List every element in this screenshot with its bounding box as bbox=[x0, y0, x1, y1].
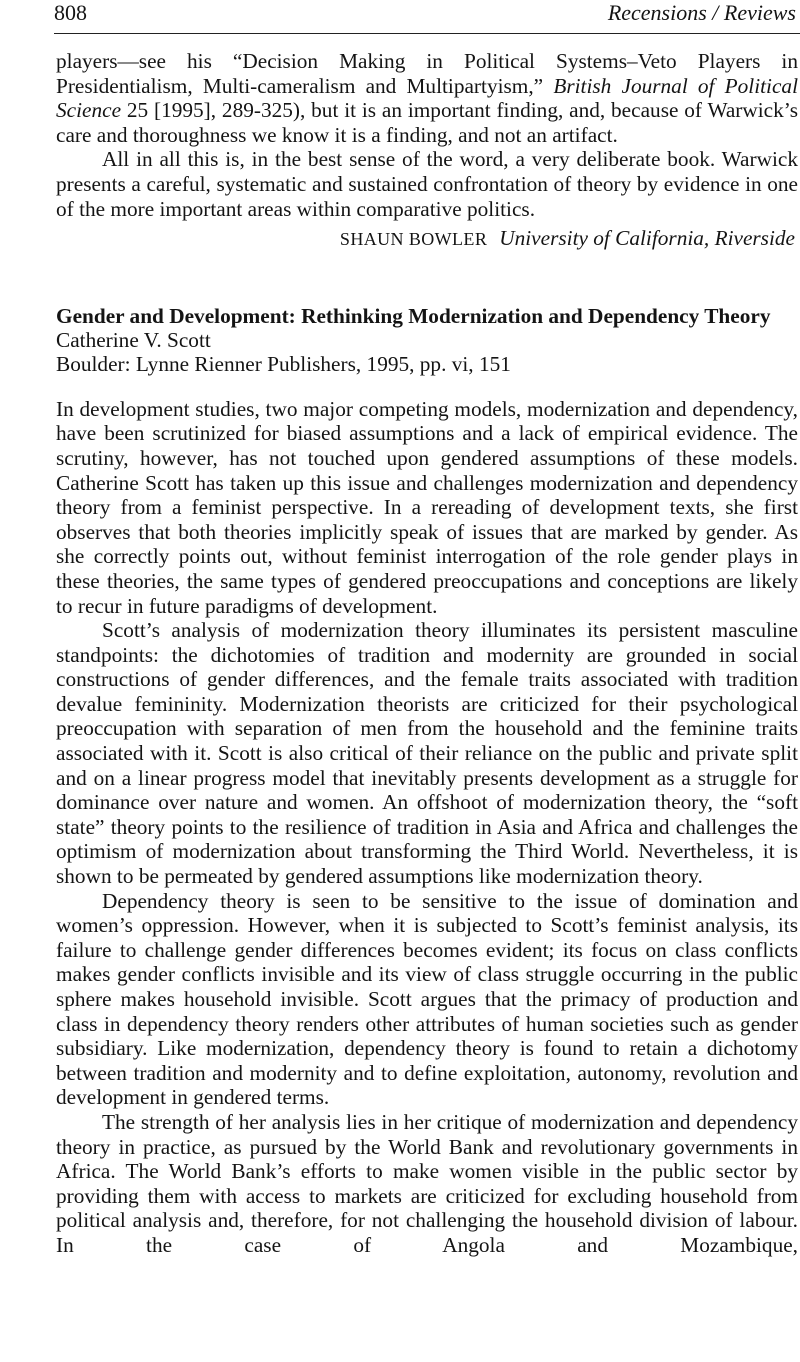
paragraph: All in all this is, in the best sense of the word, a very deliberate book. Warwick presents a careful, systematic and sustained confrontation of theory by evidence in one of the more important areas within comparative politics. bbox=[56, 147, 798, 221]
paragraph: The strength of her analysis lies in her critique of modernization and dependency theory in practice, as pursued by the World Bank and revolutionary governments in Africa. The World Bank’s efforts to make women visible in the public sector by providing them with access to markets are criticized for excluding household from political analysis and, therefore, for not challenging the household division of labour. In the case of Angola and Mozambique, bbox=[56, 1109, 798, 1257]
paragraph-text: 25 [1995], 289-325), but it is an important finding, and, because of Warwick’s care and thoroughness we know it is a finding, and not an artifact. bbox=[56, 98, 798, 147]
running-head: Recensions / Reviews bbox=[607, 0, 796, 25]
review-body bbox=[56, 397, 798, 1258]
paragraph: Scott’s analysis of modernization theory illuminates its persistent masculine standpoints: the dichotomies of tradition and modernity are grounded in social constructions of gender differences, and the female traits associated with tradition devalue femininity. Modernization theorists are criticized for their psychological preoccupation with separation of men from the household and the feminine traits associated with it. Scott is also critical of their reliance on the public and private split and on a linear progress model that inevitably presents development as a struggle for dominance over nature and women. An offshoot of modernization theory, the “soft state” theory points to the resilience of tradition in Asia and Africa and challenges the optimism of modernization about transforming the Third World. Nevertheless, it is shown to be permeated by gendered assumptions like modernization theory. bbox=[56, 618, 798, 889]
reviewer-affiliation: University of California, Riverside bbox=[499, 226, 795, 251]
paragraph: In development studies, two major competing models, modernization and dependency, have been scrutinized for biased assumptions and a lack of empirical evidence. The scrutiny, however, has not touched upon gendered assumptions of these models. Catherine Scott has taken up this issue and challenges modernization and dependency theory from a feminist perspective. In a rereading of development texts, she first observes that both theories implicitly speak of issues that are marked by gender. As she correctly points out, without feminist interrogation of the role gender plays in these theories, the same types of gendered preoccupations and conceptions are likely to recur in future paradigms of development. bbox=[56, 396, 798, 618]
page-header bbox=[56, 0, 798, 30]
paragraph-text: players—see his “Decision Making in Political Systems–Veto Players in Presidentialism, Multi-cameralism and Multipartyism,” bbox=[56, 49, 798, 98]
page-number: 808 bbox=[54, 0, 87, 25]
journal-title: British Journal of Political Science bbox=[56, 73, 798, 123]
reviewer-name: SHAUN BOWLER bbox=[339, 229, 488, 250]
previous-review-ending bbox=[56, 49, 798, 221]
paragraph bbox=[56, 49, 798, 147]
document-page bbox=[56, 0, 798, 1258]
book-title: Gender and Development: Rethinking Modernization and Dependency Theory bbox=[56, 303, 771, 328]
paragraph: Dependency theory is seen to be sensitive to the issue of domination and women’s oppression. However, when it is subjected to Scott’s feminist analysis, its failure to challenge gender differences becomes evident; its focus on class conflicts makes gender conflicts invisible and its view of class struggle occurring in the public sphere makes household invisible. Scott argues that the primacy of production and class in dependency theory renders other attributes of human societies such as gender subsidiary. Like modernization, dependency theory is found to retain a dichotomy between tradition and modernity and to define exploitation, autonomy, revolution and development in gendered terms. bbox=[56, 888, 798, 1110]
review-signature bbox=[56, 226, 795, 252]
header-rule bbox=[54, 33, 800, 34]
book-author: Catherine V. Scott bbox=[56, 327, 211, 352]
book-publisher: Boulder: Lynne Rienner Publishers, 1995, pp. vi, 151 bbox=[56, 351, 511, 376]
